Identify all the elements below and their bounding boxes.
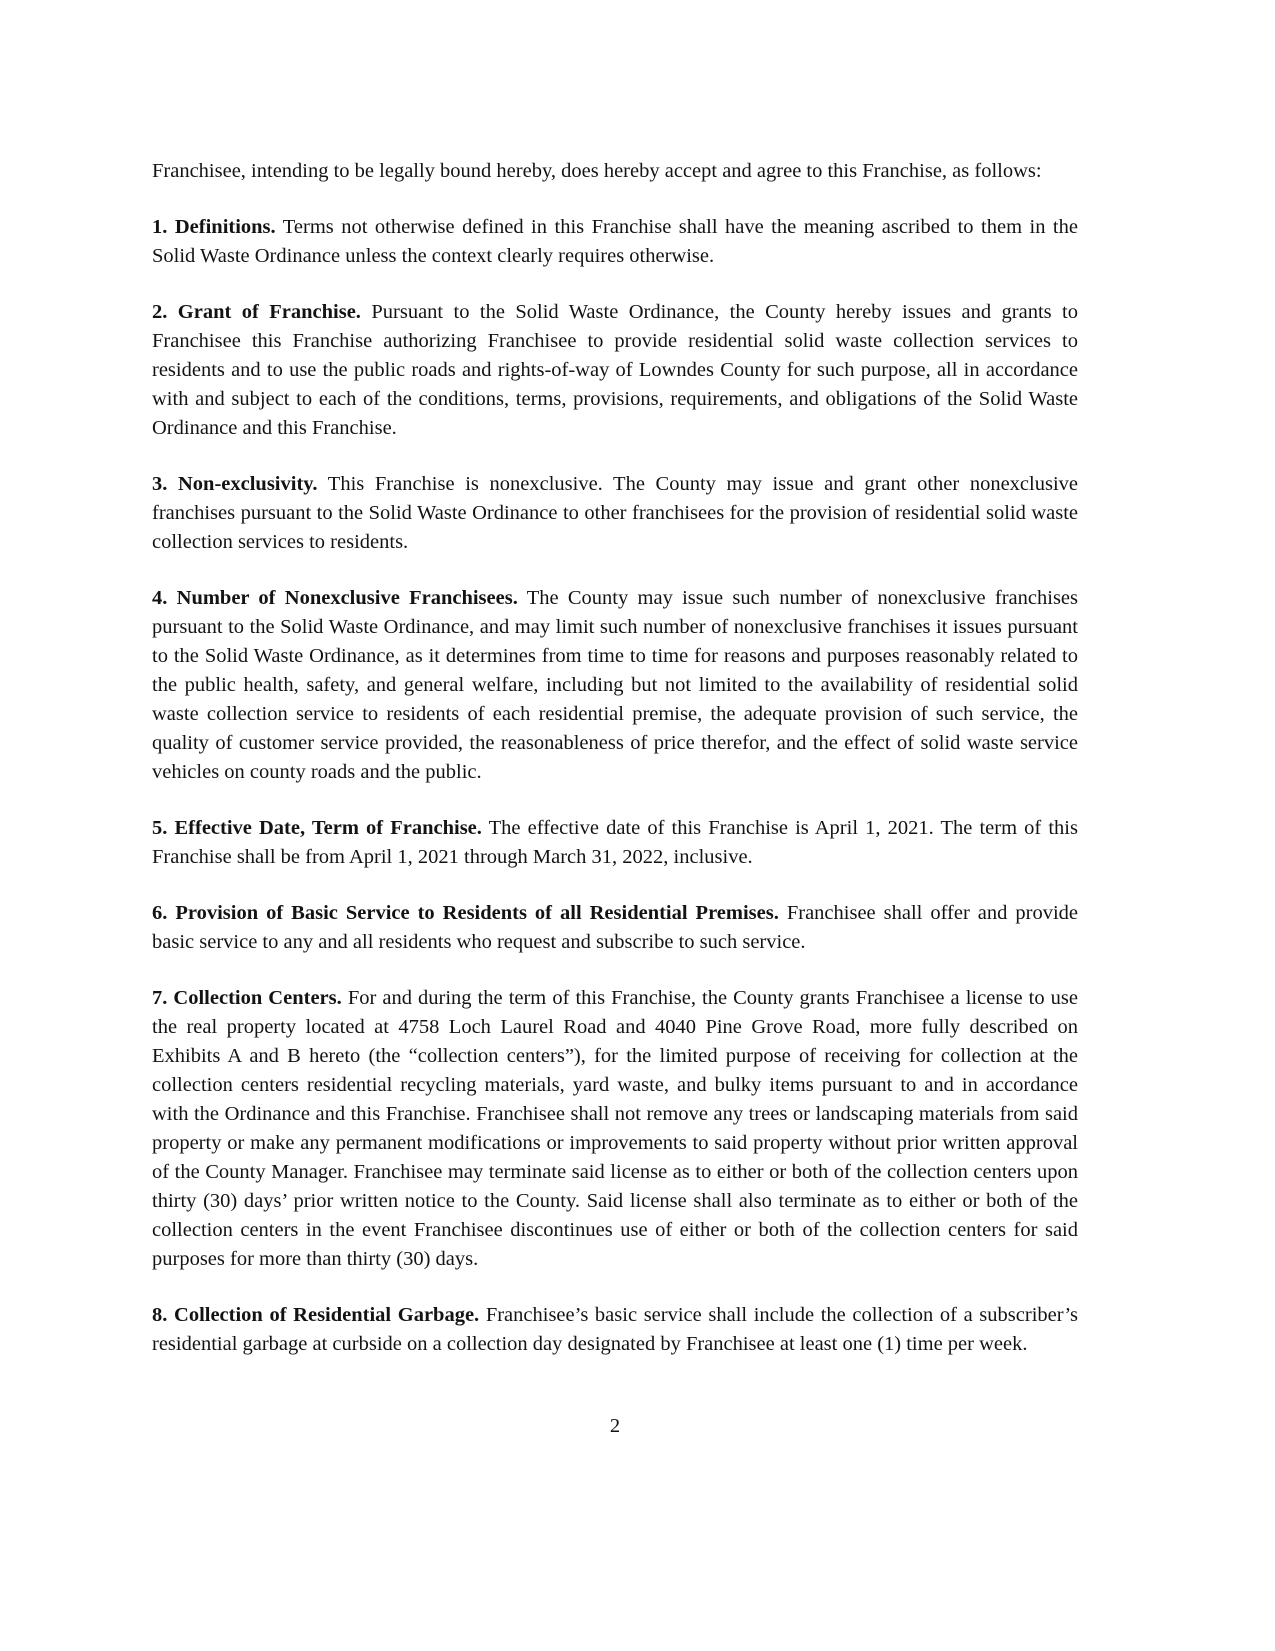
section-3-body: This Franchise is nonexclusive. The County may issue and grant other nonexclusive franchises pursuant to the Solid Waste Ordinance to other franchisees for the provision of residential solid waste collection services to residents. — [152, 473, 1078, 553]
section-6-body: Franchisee shall offer and provide basic service to any and all residents who request and subscribe to such service. — [152, 902, 1079, 953]
section-grant-of-franchise — [152, 298, 1078, 443]
section-2-heading: 2. Grant of Franchise. — [152, 301, 361, 323]
section-8-heading: 8. Collection of Residential Garbage. — [152, 1304, 480, 1326]
section-number-of-nonexclusive-franchisees — [152, 584, 1078, 787]
section-collection-centers — [152, 984, 1078, 1274]
section-6-heading: 6. Provision of Basic Service to Residents of all Residential Premises. — [152, 902, 779, 924]
section-7-body: For and during the term of this Franchise, the County grants Franchisee a license to use the real property located at 4758 Loch Laurel Road and 4040 Pine Grove Road, more fully described on Exhibits A and B hereto (the “collection centers”), for the limited purpose of receiving for collection at the collection centers residential recycling materials, yard waste, and bulky items pursuant to and in accordance with the Ordinance and this Franchise. Franchisee shall not remove any trees or landscaping materials from said property or make any permanent modifications or improvements to said property without prior written approval of the County Manager. Franchisee may terminate said license as to either or both of the collection centers upon thirty (30) days’ prior written notice to the County. Said license shall also terminate as to either or both of the collection centers in the event Franchisee discontinues use of either or both of the collection centers for said purposes for more than thirty (30) days. — [152, 987, 1079, 1270]
section-5-heading: 5. Effective Date, Term of Franchise. — [152, 817, 482, 839]
section-1-heading: 1. Definitions. — [152, 216, 276, 238]
section-provision-of-basic-service — [152, 899, 1078, 957]
section-definitions — [152, 213, 1078, 271]
section-7-heading: 7. Collection Centers. — [152, 987, 342, 1009]
section-1-body: Terms not otherwise defined in this Franchise shall have the meaning ascribed to them in the Solid Waste Ordinance unless the context clearly requires otherwise. — [152, 216, 1078, 267]
section-8-body: Franchisee’s basic service shall include the collection of a subscriber’s residential garbage at curbside on a collection day designated by Franchisee at least one (1) time per week. — [152, 1304, 1078, 1355]
section-non-exclusivity — [152, 470, 1078, 557]
page-number: 2 — [609, 1415, 621, 1437]
intro-paragraph — [152, 157, 1078, 186]
section-4-body: The County may issue such number of nonexclusive franchises pursuant to the Solid Waste Ordinance, and may limit such number of nonexclusive franchises it issues pursuant to the Solid Waste Ordinance, as it determines from time to time for reasons and purposes reasonably related to the public health, safety, and general welfare, including but not limited to the availability of residential solid waste collection service to residents of each residential premise, the adequate provision of such service, the quality of customer service provided, the reasonableness of price therefor, and the effect of solid waste service vehicles on county roads and the public. — [152, 587, 1078, 783]
section-2-body: Pursuant to the Solid Waste Ordinance, the County hereby issues and grants to Franchisee this Franchise authorizing Franchisee to provide residential solid waste collection services to residents and to use the public roads and rights-of-way of Lowndes County for such purpose, all in accordance with and subject to each of the conditions, terms, provisions, requirements, and obligations of the Solid Waste Ordinance and this Franchise. — [152, 301, 1078, 439]
section-collection-of-residential-garbage — [152, 1301, 1078, 1359]
section-5-body: The effective date of this Franchise is April 1, 2021. The term of this Franchise shall be from April 1, 2021 through March 31, 2022, inclusive. — [152, 817, 1078, 868]
section-4-heading: 4. Number of Nonexclusive Franchisees. — [152, 587, 518, 609]
section-3-heading: 3. Non-exclusivity. — [152, 473, 318, 495]
intro-text: Franchisee, intending to be legally bound hereby, does hereby accept and agree to this Franchise, as follows: — [152, 160, 1042, 182]
section-effective-date-term — [152, 814, 1078, 872]
